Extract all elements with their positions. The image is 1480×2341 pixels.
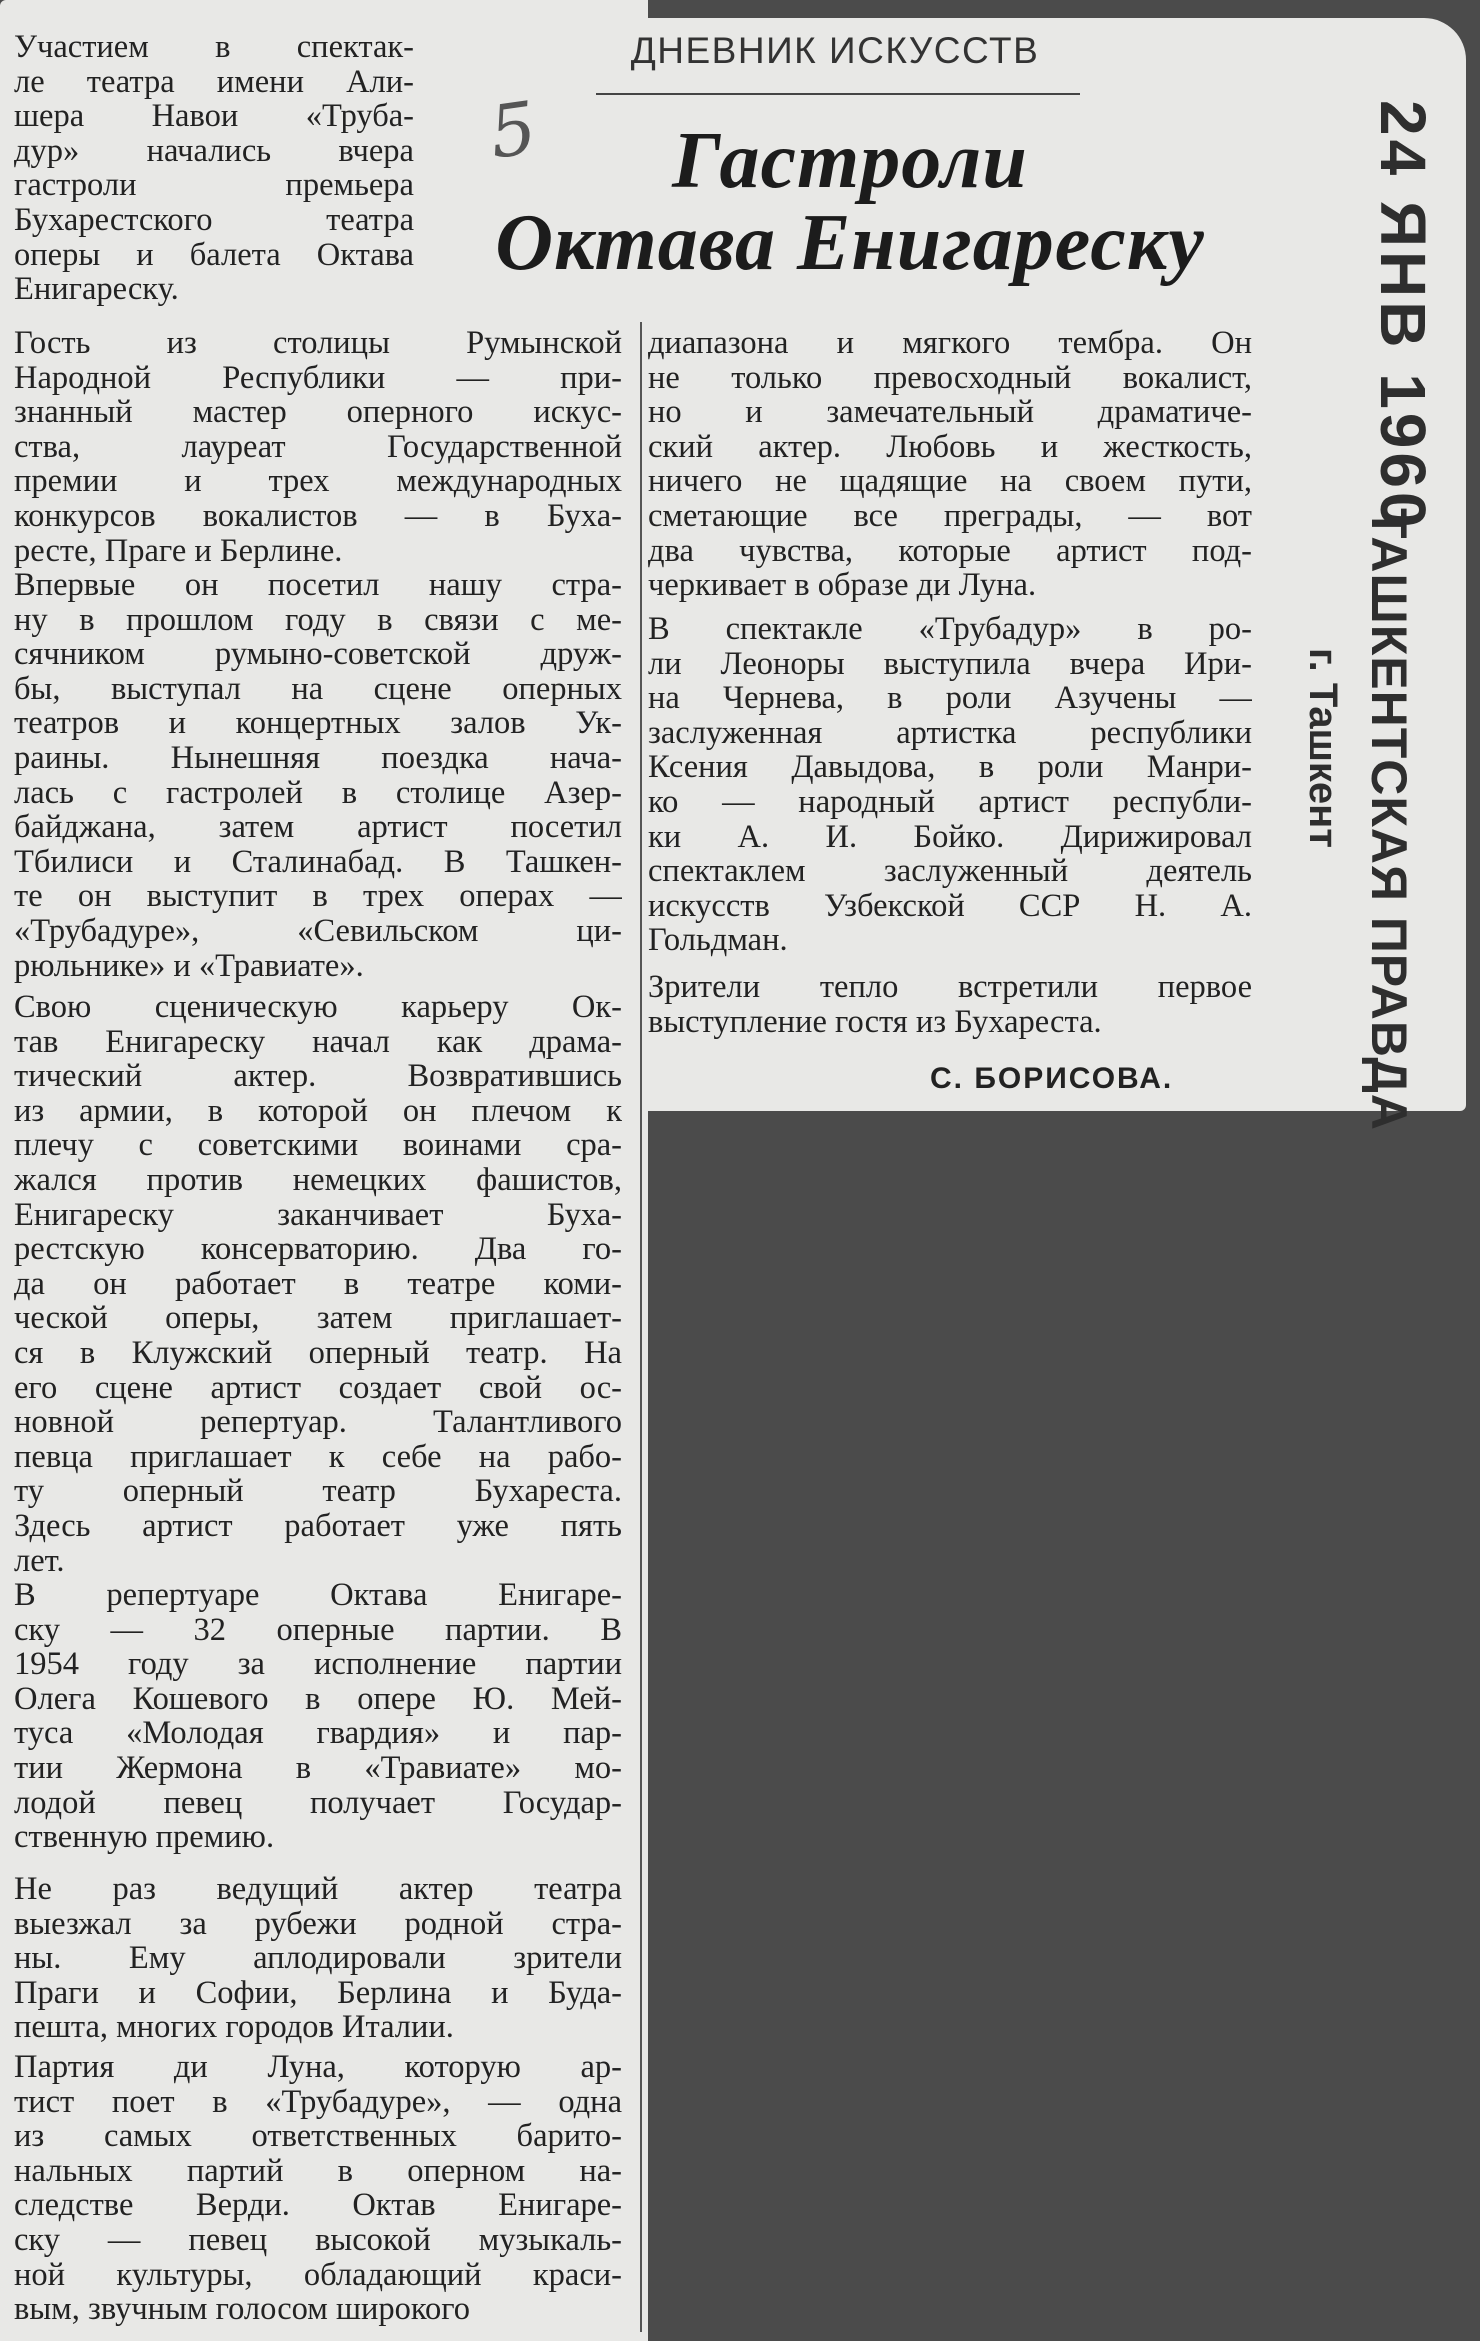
text-line: лась с гастролей в столице Азер- [14, 775, 622, 811]
col2-paragraph-3 [648, 970, 1252, 1039]
section-rubric: ДНЕВНИК ИСКУССТВ [630, 30, 1040, 71]
text-line: его сцене артист создает свой ос- [14, 1370, 622, 1406]
text-line: черкивает в образе ди Луна. [648, 568, 1037, 603]
text-line: ничего не щадящие на своем пути, [648, 464, 1252, 499]
text-line: Гольдман. [648, 923, 788, 958]
text-line: из самых ответственных барито- [14, 2119, 622, 2154]
text-line: тав Енигареску начал как драма- [14, 1024, 622, 1060]
text-line: сметающие все преграды, — вот [648, 498, 1252, 534]
col1-paragraph-2 [14, 568, 622, 983]
text-line: ну в прошлом году в связи с ме- [14, 602, 622, 638]
text-line: театров и концертных залов Ук- [14, 706, 622, 741]
text-line: Гость из столицы Румынской [14, 326, 622, 361]
text-line: Участием в спектак- [14, 30, 414, 65]
text-line: Впервые он посетил нашу стра- [14, 568, 622, 603]
text-line: ны. Ему аплодировали зрители [14, 1941, 622, 1976]
text-line: Праги и Софии, Берлина и Буда- [14, 1975, 622, 2011]
text-line: Ксения Давыдова, в роли Манри- [648, 750, 1252, 785]
text-line: вым, звучным голосом широкого [14, 2292, 471, 2327]
text-line: ко — народный артист республи- [648, 784, 1252, 820]
text-line: ной культуры, обладающий краси- [14, 2257, 622, 2293]
text-line: тист поет в «Трубадуре», — одна [14, 2084, 622, 2120]
text-line: лодой певец получает Государ- [14, 1785, 622, 1821]
headline [430, 117, 1270, 287]
text-line: пешта, многих городов Италии. [14, 2010, 454, 2045]
text-line: тии Жермона в «Травиате» мо- [14, 1750, 622, 1786]
text-line: из армии, в которой он плечом к [14, 1093, 622, 1129]
date-stamp: 24 ЯНВ 1960 [1367, 100, 1439, 532]
text-line: на Чернева, в роли Азучены — [648, 681, 1252, 716]
text-line: нальных партий в оперном на- [14, 2153, 622, 2189]
col1-paragraph-6 [14, 2050, 622, 2327]
text-line: но и замечательный драматиче- [648, 395, 1252, 430]
col1-paragraph-3 [14, 990, 622, 1578]
text-line: заслуженная артистка республики [648, 715, 1252, 751]
text-line: рюльнике» и «Травиате». [14, 948, 364, 984]
text-line: ся в Клужский оперный театр. На [14, 1335, 622, 1371]
text-line: дур» начались вчера [14, 133, 414, 169]
text-line: ску — 32 оперные партии. В [14, 1612, 622, 1648]
newspaper-stamp: ТАШКЕНТСКАЯ ПРАВДА [1361, 508, 1417, 1132]
col1-paragraph-4 [14, 1578, 622, 1855]
column-divider [640, 322, 642, 2332]
col2-paragraph-2 [648, 612, 1252, 958]
text-line: ки А. И. Бойко. Дирижировал [648, 819, 1252, 855]
text-line: В репертуаре Октава Енигаре- [14, 1578, 622, 1613]
text-line: ческой оперы, затем приглашает- [14, 1301, 622, 1336]
author-byline: С. БОРИСОВА. [930, 1062, 1174, 1095]
handwritten-mark: 5 [484, 85, 542, 175]
text-line: В спектакле «Трубадур» в ро- [648, 612, 1252, 647]
text-line: шера Навои «Труба- [14, 99, 414, 134]
text-line: ску — певец высокой музыкаль- [14, 2222, 622, 2258]
text-line: знанный мастер оперного искус- [14, 395, 622, 430]
col1-paragraph-1 [14, 326, 622, 568]
text-line: оперы и балета Октава [14, 237, 414, 273]
text-line: Енигареску заканчивает Буха- [14, 1197, 622, 1233]
text-line: ту оперный театр Бухареста. [14, 1474, 622, 1509]
headline-line-2: Октава Енигареску [495, 199, 1205, 287]
text-line: плечу с советскими воинами сра- [14, 1128, 622, 1163]
text-line: Бухарестского театра [14, 202, 414, 238]
text-line: рестскую консерваторию. Два го- [14, 1232, 622, 1267]
text-line: выезжал за рубежи родной стра- [14, 1906, 622, 1942]
text-line: два чувства, которые артист под- [648, 533, 1252, 569]
text-line: да он работает в театре коми- [14, 1266, 622, 1302]
col2-paragraph-1 [648, 326, 1252, 603]
text-line: жался против немецких фашистов, [14, 1162, 622, 1198]
text-line: раины. Нынешняя поездка нача- [14, 740, 622, 776]
text-line: байджана, затем артист посетил [14, 810, 622, 845]
text-line: Зрители тепло встретили первое [648, 970, 1252, 1005]
text-line: Олега Кошевого в опере Ю. Мей- [14, 1681, 622, 1717]
text-line: Здесь артист работает уже пять [14, 1508, 622, 1544]
text-line: Партия ди Луна, которую ар- [14, 2050, 622, 2085]
text-line: «Трубадуре», «Севильском ци- [14, 913, 622, 949]
headline-line-1: Гастроли [672, 117, 1028, 205]
text-line: лет. [14, 1543, 65, 1579]
text-line: туса «Молодая гвардия» и пар- [14, 1716, 622, 1751]
col1-paragraph-5 [14, 1872, 622, 2045]
text-line: тический актер. Возвратившись [14, 1059, 622, 1094]
text-line: премии и трех международных [14, 464, 622, 499]
text-line: бы, выступал на сцене оперных [14, 671, 622, 707]
text-line: ли Леоноры выступила вчера Ири- [648, 646, 1252, 682]
text-line: те он выступит в трех операх — [14, 879, 622, 914]
text-line: ресте, Праге и Берлине. [14, 533, 343, 569]
text-line: Не раз ведущий актер театра [14, 1872, 622, 1907]
lead-paragraph [14, 30, 414, 307]
text-line: певца приглашает к себе на рабо- [14, 1439, 622, 1475]
text-line: ственную премию. [14, 1820, 275, 1855]
text-line: Тбилиси и Сталинабад. В Ташкен- [14, 844, 622, 880]
text-line: сячником румыно-советской друж- [14, 637, 622, 672]
text-line: выступление гостя из Бухареста. [648, 1004, 1102, 1040]
text-line: диапазона и мягкого тембра. Он [648, 326, 1252, 361]
text-line: спектаклем заслуженный деятель [648, 854, 1252, 889]
text-line: искусств Узбекской ССР Н. А. [648, 888, 1252, 924]
text-line: ле театра имени Али- [14, 64, 414, 100]
text-line: Народной Республики — при- [14, 360, 622, 396]
text-line: гастроли премьера [14, 168, 414, 203]
rubric-rule [596, 93, 1080, 95]
text-line: 1954 году за исполнение партии [14, 1647, 622, 1682]
text-line: конкурсов вокалистов — в Буха- [14, 498, 622, 534]
text-line: Свою сценическую карьеру Ок- [14, 990, 622, 1025]
text-line: не только превосходный вокалист, [648, 360, 1252, 396]
city-stamp: г. Ташкент [1301, 648, 1345, 848]
text-line: ский актер. Любовь и жесткость, [648, 429, 1252, 465]
text-line: Енигареску. [14, 272, 179, 307]
text-line: следстве Верди. Октав Енигаре- [14, 2188, 622, 2223]
text-line: ства, лауреат Государственной [14, 429, 622, 465]
text-line: новной репертуар. Талантливого [14, 1405, 622, 1440]
